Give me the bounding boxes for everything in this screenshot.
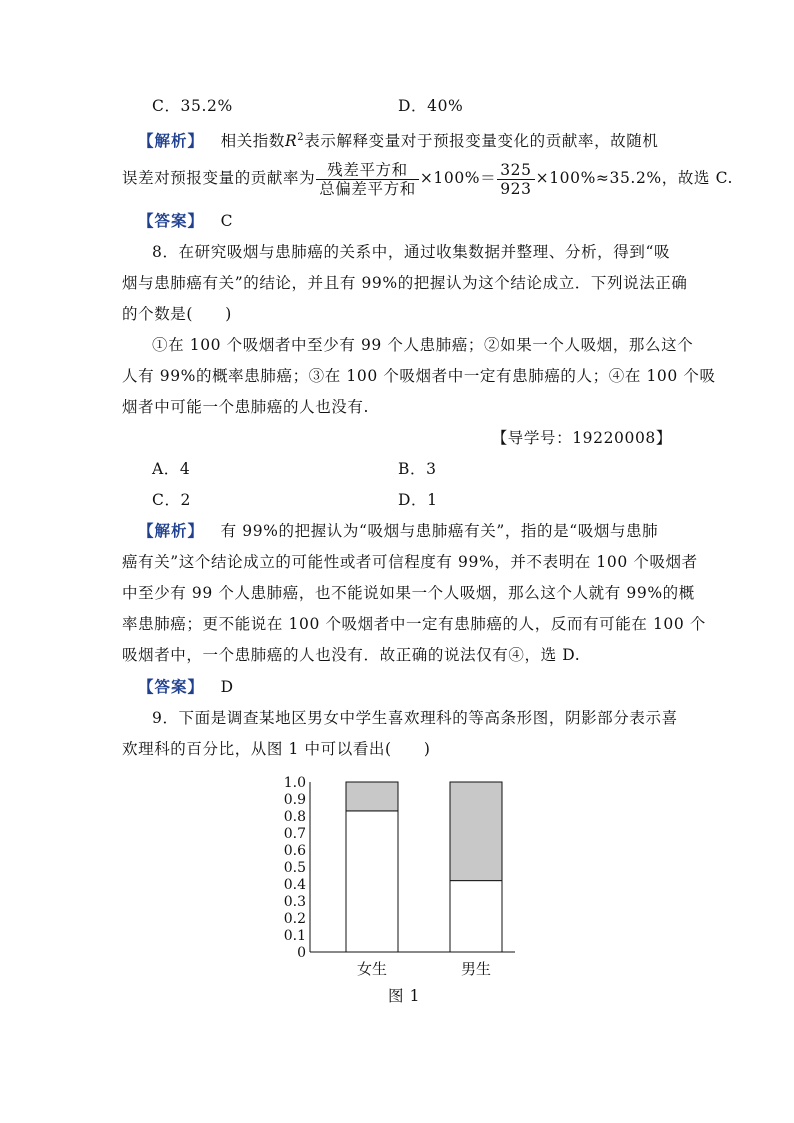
q8-stem-line-3: 的个数是( ) (122, 305, 232, 323)
x-tick-label: 女生 (356, 960, 388, 978)
q8-items-line-3: 烟者中可能一个患肺癌的人也没有. (122, 398, 370, 416)
bar-segment-unshaded (346, 811, 398, 952)
q8-analysis-line-3: 中至少有 99 个人患肺癌，也不能说如果一个人吸烟，那么这个人就有 99%的概 (122, 584, 695, 602)
q9-stem-line-2: 欢理科的百分比，从图 1 中可以看出( ) (122, 740, 431, 758)
q8-analysis-line-1 (138, 521, 658, 541)
q7-option-d: D．40% (398, 97, 464, 115)
fraction-numerator: 325 (500, 160, 532, 179)
q7-option-c: C．35.2% (152, 97, 233, 115)
stacked-bar-chart (270, 770, 540, 980)
r-symbol: R (285, 132, 298, 150)
q7-answer-line (138, 211, 233, 231)
q9-stem-line-1: 9．下面是调查某地区男女中学生喜欢理科的等高条形图，阴影部分表示喜 (152, 709, 678, 727)
q7-analysis-line-1 (138, 128, 658, 151)
q8-option-b: B．3 (398, 460, 437, 478)
y-tick-label: 0.8 (283, 809, 306, 825)
fraction-residual (316, 161, 419, 198)
q8-option-c: C．2 (152, 491, 192, 509)
answer-tag: 【答案】 (138, 678, 205, 696)
y-tick-label: 0.4 (283, 877, 306, 893)
bar-segment-unshaded (450, 881, 502, 952)
q8-stem-line-1: 8．在研究吸烟与患肺癌的关系中，通过收集数据并整理、分析，得到“吸 (152, 243, 671, 261)
bar-segment-shaded (346, 782, 398, 811)
y-tick-label: 0.5 (283, 860, 306, 876)
q8-stem-line-2: 烟与患肺癌有关”的结论，并且有 99%的把握认为这个结论成立．下列说法正确 (122, 274, 688, 292)
q7-analysis-text-d: ×100%＝ (419, 169, 497, 187)
fraction-numerator: 残差平方和 (327, 160, 408, 179)
q8-analysis-text-1: 有 99%的把握认为“吸烟与患肺癌有关”，指的是“吸烟与患肺 (220, 522, 659, 540)
fraction-value (497, 161, 534, 198)
answer-tag: 【答案】 (138, 212, 205, 230)
y-tick-label: 0.3 (283, 894, 306, 910)
r-superscript: 2 (297, 132, 305, 143)
q8-option-d: D．1 (398, 491, 438, 509)
y-tick-label: 0.7 (283, 826, 306, 842)
q8-items-line-1: ①在 100 个吸烟者中至少有 99 个人患肺癌；②如果一个人吸烟，那么这个 (152, 336, 694, 354)
q7-analysis-text-b: 表示解释变量对于预报变量变化的贡献率，故随机 (304, 132, 659, 150)
y-tick-label: 0.1 (283, 928, 306, 944)
y-tick-label: 1.0 (283, 775, 306, 791)
q8-analysis-line-5: 吸烟者中，一个患肺癌的人也没有．故正确的说法仅有④，选 D. (122, 646, 581, 664)
guide-number: 【导学号：19220008】 (491, 429, 672, 447)
y-tick-label: 0.2 (283, 911, 306, 927)
x-tick-label: 男生 (460, 960, 492, 978)
q8-items-line-2: 人有 99%的概率患肺癌；③在 100 个吸烟者中一定有患肺癌的人；④在 100 个吸 (122, 367, 716, 385)
y-tick-label: 0.6 (283, 843, 306, 859)
q8-analysis-line-2: 癌有关”这个结论成立的可能性或者可信程度有 99%，并不表明在 100 个吸烟者 (122, 553, 698, 571)
q8-option-a: A．4 (152, 460, 191, 478)
y-tick-label: 0.9 (283, 792, 306, 808)
q8-analysis-line-4: 率患肺癌；更不能说在 100 个吸烟者中一定有患肺癌的人，反而有可能在 100 个 (122, 615, 706, 633)
q8-answer: D (220, 678, 234, 696)
q7-answer: C (220, 212, 234, 230)
fraction-denominator: 总偏差平方和 (316, 179, 419, 198)
q8-answer-line (138, 677, 234, 697)
analysis-tag: 【解析】 (138, 132, 205, 150)
fraction-denominator: 923 (497, 179, 534, 198)
q7-analysis-text-c: 误差对预报变量的贡献率为 (122, 169, 316, 187)
y-tick-label: 0 (297, 945, 306, 961)
analysis-tag: 【解析】 (138, 522, 205, 540)
q7-analysis-text-e: ×100%≈35.2%，故选 C. (535, 169, 733, 187)
q7-analysis-text-a: 相关指数 (220, 132, 286, 150)
figure-caption: 图 1 (388, 987, 421, 1005)
q7-analysis-line-2 (122, 158, 733, 198)
bar-segment-shaded (450, 782, 502, 881)
